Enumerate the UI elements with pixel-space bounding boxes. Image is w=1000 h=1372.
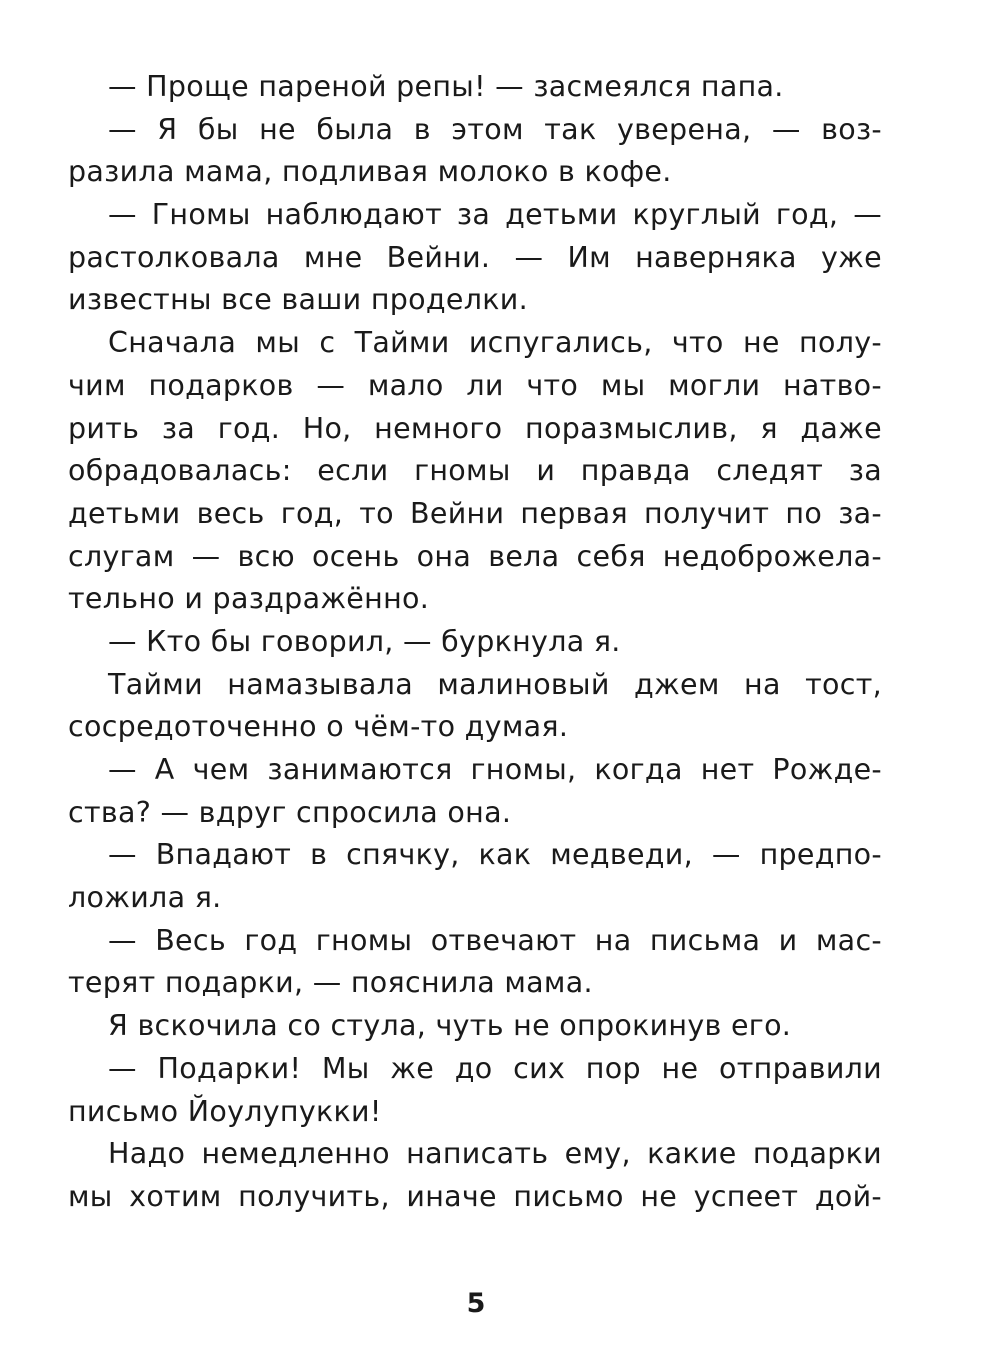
page-number: 5 — [466, 1288, 486, 1319]
text-line: — Я бы не была в этом так уверена, — воз- — [108, 112, 882, 146]
text-line: Тайми намазывала малиновый джем на тост, — [108, 667, 882, 701]
body-text — [68, 66, 882, 1219]
text-line: — Кто бы говорил, — буркнула я. — [108, 624, 621, 658]
text-line: Я вскочила со стула, чуть не опрокинув его. — [108, 1009, 792, 1043]
text-line: — Подарки! Мы же до сих пор не отправили — [108, 1051, 882, 1085]
text-line: обрадовалась: если гномы и правда следят за — [68, 454, 882, 488]
text-line: растолковала мне Вейни. — Им наверняка уже — [68, 240, 882, 274]
text-line: письмо Йоулупукки! — [68, 1094, 382, 1128]
text-line: — Весь год гномы отвечают на письма и мас- — [108, 923, 882, 957]
text-line: — Проще пареной репы! — засмеялся папа. — [108, 70, 784, 103]
text-line: — Впадают в спячку, как медведи, — предпо- — [108, 838, 882, 872]
text-line: ложила я. — [68, 881, 222, 915]
text-line: разила мама, подливая молоко в кофе. — [68, 155, 672, 189]
text-line: чим подарков — мало ли что мы могли натво- — [68, 368, 882, 402]
text-line: слугам — всю осень она вела себя недоброжела- — [68, 539, 882, 573]
text-line: Сначала мы с Тайми испугались, что не полу- — [108, 326, 882, 360]
text-line: сосредоточенно о чём-то думая. — [68, 710, 569, 744]
text-line: детьми весь год, то Вейни первая получит по за- — [68, 496, 882, 530]
text-line: рить за год. Но, немного поразмыслив, я даже — [68, 411, 882, 445]
text-line: тельно и раздражённо. — [68, 582, 430, 616]
text-line: Надо немедленно написать ему, какие подарки — [108, 1137, 882, 1171]
text-line: известны все ваши проделки. — [68, 283, 528, 317]
text-line: — Гномы наблюдают за детьми круглый год, — — [108, 198, 882, 232]
text-line: ства? — вдруг спросила она. — [68, 795, 512, 829]
text-line: терят подарки, — пояснила мама. — [68, 966, 593, 1000]
text-line: — А чем занимаются гномы, когда нет Рожде- — [108, 753, 882, 786]
text-line: мы хотим получить, иначе письмо не успеет дой- — [68, 1179, 882, 1213]
